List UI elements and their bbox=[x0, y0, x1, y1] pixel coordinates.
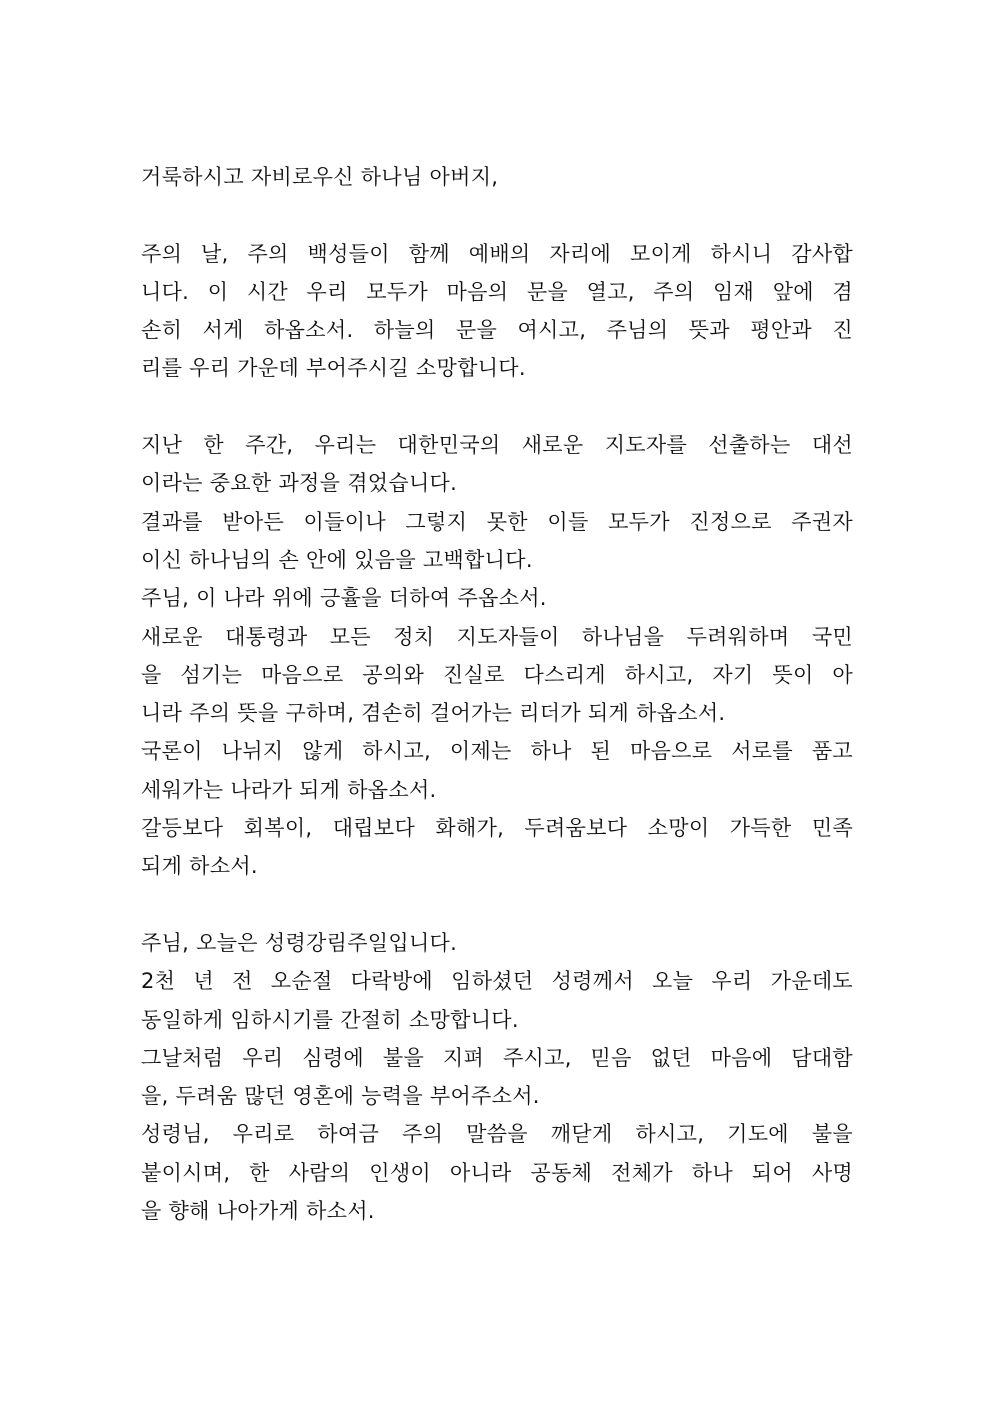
paragraph-gap bbox=[141, 196, 853, 234]
paragraph1-line: 니다. 이 시간 우리 모두가 마음의 문을 열고, 주의 임재 앞에 겸 bbox=[141, 279, 853, 304]
greeting-line: 거룩하시고 자비로우신 하나님 아버지, bbox=[141, 165, 499, 189]
paragraph2-line: 세워가는 나라가 되게 하옵소서. bbox=[141, 777, 437, 802]
paragraph3-line: 성령님, 우리로 하여금 주의 말씀을 깨닫게 하시고, 기도에 불을 bbox=[141, 1122, 853, 1147]
paragraph3-line: 을 향해 나아가게 하소서. bbox=[141, 1199, 375, 1224]
paragraph2-line: 을 섬기는 마음으로 공의와 진실로 다스리게 하시고, 자기 뜻이 아 bbox=[141, 662, 853, 687]
paragraph3-line: 을, 두려움 많던 영혼에 능력을 부어주소서. bbox=[141, 1084, 540, 1109]
paragraph1-line: 리를 우리 가운데 부어주시길 소망합니다. bbox=[141, 356, 526, 381]
paragraph2-line: 이신 하나님의 손 안에 있음을 고백합니다. bbox=[141, 547, 533, 572]
paragraph2-line: 이라는 중요한 과정을 겪었습니다. bbox=[141, 471, 458, 496]
paragraph3-line: 2천 년 전 오순절 다락방에 임하셨던 성령께서 오늘 우리 가운데도 bbox=[141, 969, 853, 994]
paragraph2-line: 국론이 나뉘지 않게 하시고, 이제는 하나 된 마음으로 서로를 품고 bbox=[141, 739, 853, 764]
paragraph3-line: 동일하게 임하시기를 간절히 소망합니다. bbox=[141, 1007, 519, 1032]
paragraph2-line: 주님, 이 나라 위에 긍휼을 더하여 주옵소서. bbox=[141, 586, 547, 611]
paragraph-gap bbox=[141, 886, 853, 924]
paragraph2-line: 지난 한 주간, 우리는 대한민국의 새로운 지도자를 선출하는 대선 bbox=[141, 433, 853, 458]
paragraph1-line: 주의 날, 주의 백성들이 함께 예배의 자리에 모이게 하시니 감사합 bbox=[141, 241, 853, 266]
paragraph2-line: 새로운 대통령과 모든 정치 지도자들이 하나님을 두려워하며 국민 bbox=[141, 624, 853, 649]
paragraph3-line: 그날처럼 우리 심령에 불을 지펴 주시고, 믿음 없던 마음에 담대함 bbox=[141, 1045, 853, 1070]
prayer-text bbox=[141, 158, 853, 1230]
paragraph3-line: 주님, 오늘은 성령강림주일입니다. bbox=[141, 930, 458, 955]
paragraph1-line: 손히 서게 하옵소서. 하늘의 문을 여시고, 주님의 뜻과 평안과 진 bbox=[141, 318, 853, 343]
paragraph2-line: 되게 하소서. bbox=[141, 854, 258, 879]
paragraph2-line: 결과를 받아든 이들이나 그렇지 못한 이들 모두가 진정으로 주권자 bbox=[141, 509, 853, 534]
paragraph2-line: 니라 주의 뜻을 구하며, 겸손히 걸어가는 리더가 되게 하옵소서. bbox=[141, 701, 726, 726]
paragraph2-line: 갈등보다 회복이, 대립보다 화해가, 두려움보다 소망이 가득한 민족 bbox=[141, 816, 853, 841]
paragraph-gap bbox=[141, 388, 853, 426]
paragraph3-line: 붙이시며, 한 사람의 인생이 아니라 공동체 전체가 하나 되어 사명 bbox=[141, 1160, 853, 1185]
